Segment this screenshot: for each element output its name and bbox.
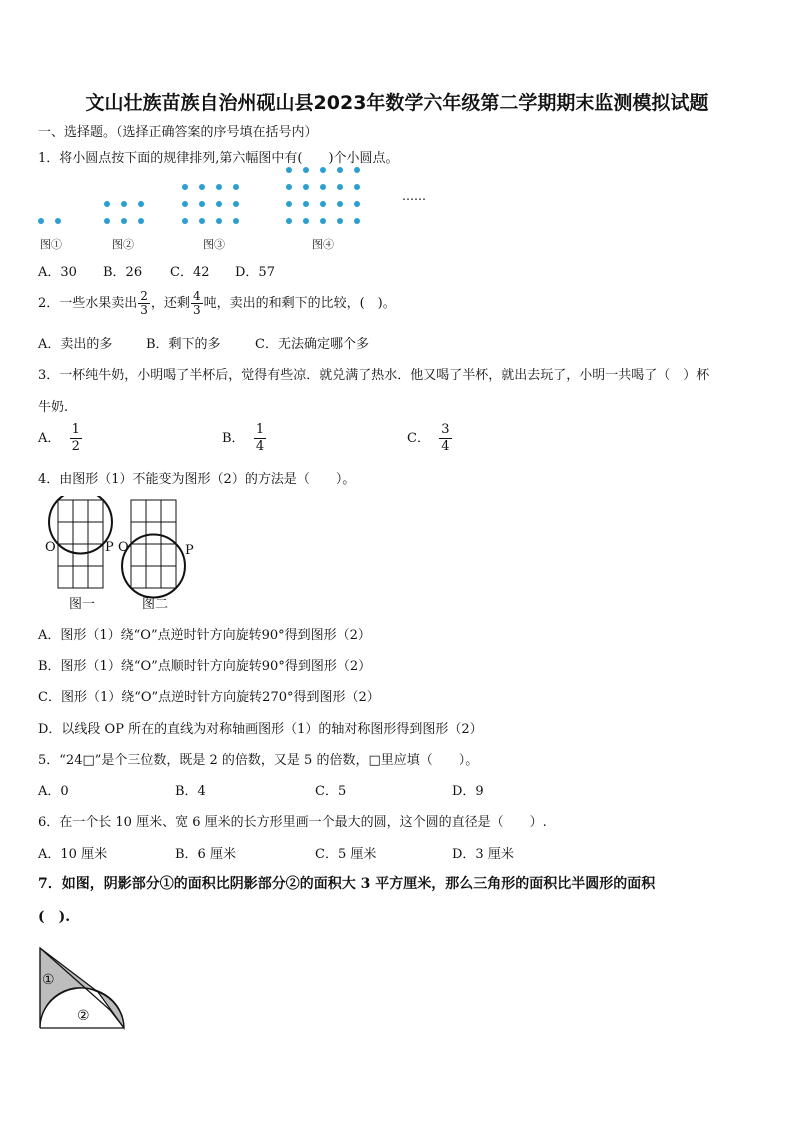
pattern-dot	[199, 218, 205, 224]
fig-label-one: 图一	[69, 597, 96, 612]
fig-label-3: 图③	[203, 238, 225, 251]
question-3-line-1: 3．一杯纯牛奶，小明喝了半杯后，觉得有些凉．就兑满了热水．他又喝了半杯，就出去玩了，小明一共喝了（ ）杯	[38, 368, 710, 383]
pattern-dot	[320, 218, 326, 224]
question-3-line-2: 牛奶.	[38, 400, 69, 415]
section-heading: 一、选择题。（选择正确答案的序号填在括号内）	[38, 125, 318, 140]
q4-option-b: B．图形（1）绕“O”点顺时针方向旋转90°得到图形（2）	[38, 659, 372, 674]
q2-option-b: B．剩下的多	[146, 337, 221, 352]
pattern-dot	[354, 167, 360, 173]
q6-option-a: A．10 厘米	[38, 847, 108, 862]
pattern-dot	[233, 184, 239, 190]
frac-denominator: 4	[441, 439, 450, 454]
pattern-dot	[286, 167, 292, 173]
option-letter: A．	[38, 431, 61, 446]
pattern-dot	[121, 218, 127, 224]
q4-option-c: C．图形（1）绕“O”点逆时针方向旋转270°得到图形（2）	[38, 690, 380, 705]
q5-option-a: A．0	[38, 784, 69, 799]
pattern-dot	[286, 184, 292, 190]
frac-numerator: 1	[71, 422, 80, 437]
pattern-dot	[354, 218, 360, 224]
frac-denominator: 3	[140, 303, 148, 317]
pattern-dot	[320, 184, 326, 190]
pattern-dot	[303, 201, 309, 207]
ellipsis: ……	[402, 189, 426, 203]
pattern-dot	[303, 167, 309, 173]
grid-one	[49, 496, 112, 588]
pattern-dot	[121, 201, 127, 207]
q2-fraction-sold	[138, 290, 150, 317]
q3-option-b	[222, 422, 267, 455]
pattern-dot	[138, 201, 144, 207]
frac-denominator: 3	[192, 303, 201, 317]
pattern-dot	[320, 167, 326, 173]
grid-two	[122, 500, 185, 597]
q2-option-c: C．无法确定哪个多	[255, 337, 369, 352]
frac-numerator: 4	[192, 289, 201, 303]
q6-option-d: D．3 厘米	[452, 847, 514, 862]
point-p-label-1: P	[105, 540, 114, 555]
pattern-dot	[216, 184, 222, 190]
q2-middle: ，还剩	[150, 296, 190, 311]
pattern-dot	[182, 201, 188, 207]
q2-option-a: A．卖出的多	[38, 337, 113, 352]
q6-option-c: C．5 厘米	[315, 847, 377, 862]
region-label-2: ②	[77, 1008, 90, 1024]
pattern-dot	[354, 184, 360, 190]
option-fraction	[254, 422, 266, 455]
pattern-dot	[182, 184, 188, 190]
pattern-dot	[216, 201, 222, 207]
point-o-label-2: O	[118, 540, 129, 555]
q5-option-d: D．9	[452, 784, 484, 799]
point-p-label-2: P	[185, 543, 194, 558]
pattern-dot	[233, 218, 239, 224]
q4-option-a: A．图形（1）绕“O”点逆时针方向旋转90°得到图形（2）	[38, 628, 371, 643]
pattern-dot	[199, 184, 205, 190]
question-7-line-1: 7．如图，阴影部分①的面积比阴影部分②的面积大 3 平方厘米，那么三角形的面积比半圆形的面积	[38, 876, 656, 892]
fig-label-2: 图②	[112, 238, 134, 251]
frac-numerator: 2	[140, 289, 148, 303]
q2-suffix: 吨，卖出的和剩下的比较，( )。	[203, 296, 396, 311]
pattern-dot	[337, 218, 343, 224]
frac-numerator: 1	[255, 422, 265, 437]
region-label-1: ①	[42, 972, 55, 988]
q5-option-c: C．5	[315, 784, 347, 799]
frac-denominator: 2	[71, 439, 80, 454]
pattern-dot	[104, 201, 110, 207]
frac-numerator: 3	[441, 422, 450, 437]
question-1-text: 1．将小圆点按下面的规律排列,第六幅图中有( )个小圆点。	[38, 151, 399, 166]
option-fraction	[70, 422, 82, 455]
q2-prefix: 2．一些水果卖出	[38, 296, 138, 311]
pattern-dot	[337, 167, 343, 173]
pattern-dot	[233, 201, 239, 207]
pattern-dot	[303, 218, 309, 224]
question-5-text: 5．“24□”是个三位数，既是 2 的倍数，又是 5 的倍数，□里应填（ ）。	[38, 753, 479, 768]
q1-option-d: D．57	[235, 265, 275, 280]
fig-label-4: 图④	[312, 238, 334, 251]
page-title: 文山壮族苗族自治州砚山县2023年数学六年级第二学期期末监测模拟试题	[85, 92, 709, 114]
fig-label-1: 图①	[40, 238, 62, 251]
option-letter: B．	[222, 431, 245, 446]
question-6-text: 6．在一个长 10 厘米、宽 6 厘米的长方形里画一个最大的圆，这个圆的直径是（ ）.	[38, 815, 547, 830]
option-fraction	[439, 422, 451, 455]
q3-option-c	[407, 422, 453, 455]
question-2-text	[38, 290, 396, 318]
pattern-dot	[199, 201, 205, 207]
q5-option-b: B．4	[175, 784, 206, 799]
question-7-line-2: ( ).	[38, 909, 71, 925]
option-letter: C．	[407, 431, 430, 446]
pattern-dot	[138, 218, 144, 224]
pattern-dot	[320, 201, 326, 207]
pattern-dot	[55, 218, 61, 224]
q6-option-b: B．6 厘米	[175, 847, 236, 862]
pattern-dot	[337, 184, 343, 190]
pattern-dot	[286, 218, 292, 224]
q1-option-b: B．26	[103, 265, 143, 280]
pattern-dot	[286, 201, 292, 207]
frac-denominator: 4	[255, 439, 265, 454]
pattern-dot	[216, 218, 222, 224]
pattern-dot	[337, 201, 343, 207]
dot-pattern-figure	[30, 162, 430, 252]
fig-label-two: 图二	[142, 597, 169, 612]
pattern-dot	[104, 218, 110, 224]
pattern-dot	[182, 218, 188, 224]
q3-option-a	[38, 422, 83, 455]
q4-option-d: D．以线段 OP 所在的直线为对称轴画图形（1）的轴对称图形得到图形（2）	[38, 722, 483, 737]
pattern-dot	[38, 218, 44, 224]
q1-option-c: C．42	[170, 265, 210, 280]
point-o-label-1: O	[45, 540, 56, 555]
q2-fraction-remaining	[191, 290, 203, 317]
question-4-text: 4．由图形（1）不能变为图形（2）的方法是（ ）。	[38, 472, 356, 487]
pattern-dot	[354, 201, 360, 207]
pattern-dot	[303, 184, 309, 190]
q1-option-a: A．30	[38, 265, 77, 280]
